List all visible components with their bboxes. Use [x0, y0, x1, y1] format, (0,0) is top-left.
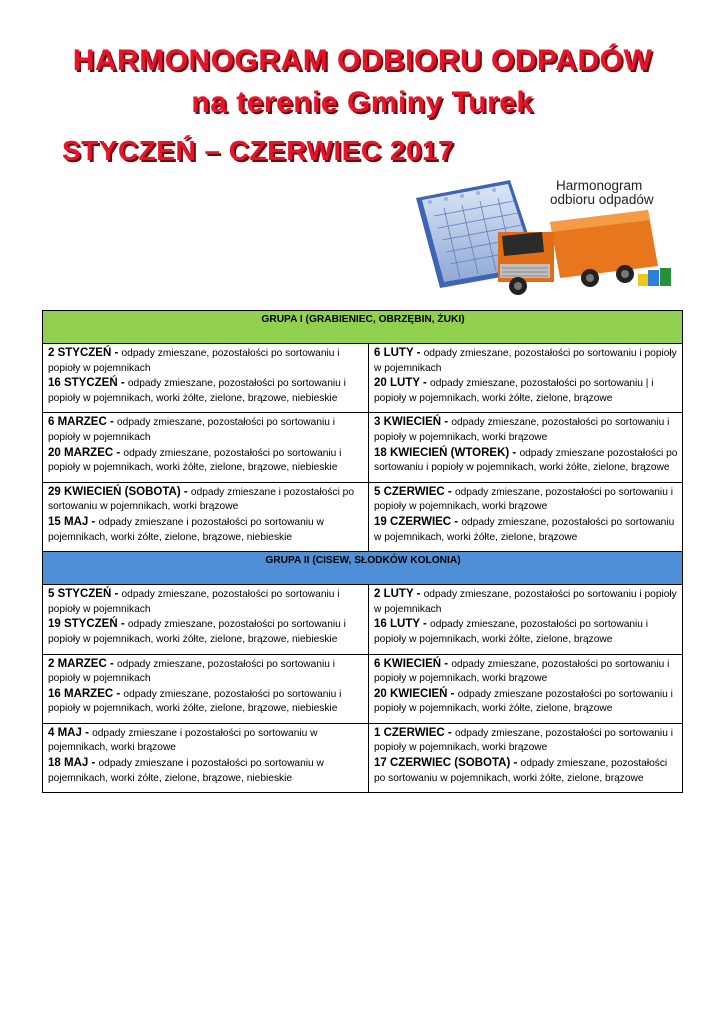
pickup-date: 6 MARZEC -	[48, 416, 117, 429]
schedule-entry	[48, 446, 364, 476]
schedule-cell-right	[369, 344, 683, 413]
schedule-illustration	[410, 170, 680, 305]
pickup-date: 20 LUTY -	[374, 377, 431, 390]
pickup-date: 17 CZERWIEC (SOBOTA) -	[374, 757, 521, 770]
schedule-entry	[374, 415, 678, 445]
waste-description: odpady zmieszane, pozostałości po sortowaniu i popioły w pojemnikach, worki żółte, zielone, brązowe, niebieskie	[48, 688, 342, 715]
pickup-date: 19 CZERWIEC -	[374, 515, 462, 528]
pickup-date: 18 MAJ -	[48, 757, 99, 770]
table-row	[43, 723, 683, 792]
schedule-entry	[374, 485, 678, 515]
schedule-entry	[48, 587, 364, 617]
waste-description: odpady zmieszane, pozostałości po sortowaniu w pojemnikach, worki żółte, zielone, brązowe	[374, 516, 675, 543]
schedule-cell-left	[43, 723, 369, 792]
pickup-date: 2 LUTY -	[374, 588, 424, 601]
schedule-entry	[374, 726, 678, 756]
pickup-date: 6 KWIECIEŃ -	[374, 657, 452, 670]
schedule-entry	[48, 617, 364, 647]
waste-description: odpady zmieszane, pozostałości po sortowaniu i popioły w pojemnikach	[374, 589, 677, 615]
schedule-entry	[374, 376, 678, 406]
group-header-row	[43, 311, 683, 344]
schedule-cell-right	[369, 413, 683, 482]
page-title: HARMONOGRAM ODBIORU ODPADÓW	[72, 44, 653, 77]
waste-description: odpady zmieszane, pozostałości po sortowaniu i popioły w pojemnikach, worki żółte, zielone, brązowe, niebieskie	[48, 378, 346, 404]
pickup-date: 20 MARZEC -	[48, 446, 124, 459]
schedule-cell-right	[369, 723, 683, 792]
schedule-entry	[48, 726, 364, 756]
table-row	[43, 344, 683, 413]
pickup-date: 5 CZERWIEC -	[374, 485, 455, 498]
pickup-date: 16 LUTY -	[374, 618, 431, 631]
schedule-entry	[374, 446, 678, 476]
schedule-entry	[48, 346, 364, 376]
pickup-date: 18 KWIECIEŃ (WTOREK) -	[374, 446, 520, 459]
waste-description: odpady zmieszane, pozostałości po sortowaniu i popioły w pojemnikach	[374, 348, 677, 374]
waste-description: odpady zmieszane i pozostałości po sortowaniu w pojemnikach, worki żółte, zielone, brązowe, niebieskie	[48, 758, 324, 784]
schedule-entry	[48, 515, 364, 545]
pickup-date: 2 STYCZEŃ -	[48, 347, 122, 359]
waste-description: odpady zmieszane, pozostałości po sortowaniu i popioły w pojemnikach	[48, 658, 336, 685]
waste-description: odpady zmieszane, pozostałości po sortowaniu i popioły w pojemnikach, worki brązowe	[374, 727, 673, 754]
schedule-entry	[48, 657, 364, 687]
waste-description: odpady zmieszane, pozostałości po sortowaniu i popioły w pojemnikach, worki żółte, zielone, brązowe, niebieskie	[48, 447, 342, 474]
waste-description: odpady zmieszane, pozostałości po sortowaniu i popioły w pojemnikach	[48, 417, 336, 443]
pickup-date: 5 STYCZEŃ -	[48, 588, 122, 601]
schedule-cell-left	[43, 654, 369, 723]
schedule-entry	[48, 415, 364, 445]
waste-description: odpady zmieszane i pozostałości po sortowaniu w pojemnikach, worki brązowe	[48, 486, 355, 513]
pickup-date: 3 KWIECIEŃ -	[374, 416, 452, 429]
schedule-entry	[374, 587, 678, 617]
schedule-entry	[374, 515, 678, 545]
waste-description: odpady zmieszane, pozostałości po sortowaniu | i popioły w pojemnikach, worki żółte, zielone, brązowe	[374, 378, 654, 404]
group-header-row	[43, 552, 683, 585]
waste-description: odpady zmieszane, pozostałości po sortowaniu i popioły w pojemnikach	[48, 348, 340, 374]
schedule-cell-right	[369, 585, 683, 654]
pickup-date: 6 LUTY -	[374, 347, 424, 359]
pickup-date: 4 MAJ -	[48, 726, 93, 739]
schedule-table	[42, 310, 683, 793]
recycling-bins-icon	[638, 268, 671, 286]
schedule-entry	[374, 346, 678, 376]
waste-description: odpady zmieszane pozostałości po sortowaniu i popioły w pojemnikach, worki żółte, zielone, brązowe	[374, 447, 678, 474]
illustration-caption-2: odbioru odpadów	[550, 192, 654, 207]
table-row	[43, 482, 683, 551]
waste-description: odpady zmieszane pozostałości po sortowaniu i popioły w pojemnikach, worki żółte, zielone, brązowe	[374, 688, 673, 715]
waste-description: odpady zmieszane i pozostałości po sortowaniu w pojemnikach, worki żółte, zielone, brązowe, niebieskie	[48, 516, 324, 543]
illustration-caption-1: Harmonogram	[556, 178, 643, 193]
pickup-date: 20 KWIECIEŃ -	[374, 687, 458, 700]
pickup-date: 1 CZERWIEC -	[374, 726, 455, 739]
schedule-entry	[374, 756, 678, 786]
pickup-date: 29 KWIECIEŃ (SOBOTA) -	[48, 485, 191, 498]
waste-description: odpady zmieszane, pozostałości po sortowaniu i popioły w pojemnikach, worki żółte, zielone, brązowe	[374, 619, 649, 645]
table-row	[43, 413, 683, 482]
pickup-date: 16 MARZEC -	[48, 687, 124, 700]
pickup-date: 2 MARZEC -	[48, 657, 117, 670]
pickup-date: 19 STYCZEŃ -	[48, 618, 128, 631]
group-2-header: GRUPA II (CISEW, SŁODKÓW KOLONIA)	[43, 552, 683, 585]
schedule-entry	[374, 657, 678, 687]
schedule-cell-right	[369, 654, 683, 723]
waste-description: odpady zmieszane, pozostałości po sortowaniu w pojemnikach, worki żółte, zielone, brązowe	[374, 758, 668, 784]
waste-description: odpady zmieszane, pozostałości po sortowaniu i popioły w pojemnikach, worki brązowe	[374, 417, 670, 443]
schedule-entry	[48, 687, 364, 717]
table-row	[43, 654, 683, 723]
schedule-entry	[374, 687, 678, 717]
waste-description: odpady zmieszane i pozostałości po sortowaniu w pojemnikach, worki brązowe	[48, 727, 318, 754]
schedule-entry	[48, 756, 364, 786]
waste-description: odpady zmieszane, pozostałości po sortowaniu i popioły w pojemnikach, worki brązowe	[374, 486, 673, 513]
pickup-date: 16 STYCZEŃ -	[48, 377, 128, 390]
waste-description: odpady zmieszane, pozostałości po sortowaniu i popioły w pojemnikach	[48, 589, 340, 615]
waste-description: odpady zmieszane, pozostałości po sortowaniu i popioły w pojemnikach, worki żółte, zielone, brązowe, niebieskie	[48, 619, 346, 645]
group-1-header: GRUPA I (GRABIENIEC, OBRZĘBIN, ŻUKI)	[43, 311, 683, 344]
schedule-entry	[374, 617, 678, 647]
period-title: STYCZEŃ – CZERWIEC 2017	[62, 135, 455, 166]
schedule-cell-left	[43, 482, 369, 551]
waste-description: odpady zmieszane, pozostałości po sortowaniu i popioły w pojemnikach, worki brązowe	[374, 658, 670, 685]
schedule-cell-left	[43, 344, 369, 413]
schedule-cell-left	[43, 585, 369, 654]
schedule-cell-right	[369, 482, 683, 551]
pickup-date: 15 MAJ -	[48, 515, 99, 528]
table-row	[43, 585, 683, 654]
schedule-cell-left	[43, 413, 369, 482]
page-subtitle: na terenie Gminy Turek	[191, 86, 534, 119]
schedule-entry	[48, 376, 364, 406]
schedule-entry	[48, 485, 364, 515]
